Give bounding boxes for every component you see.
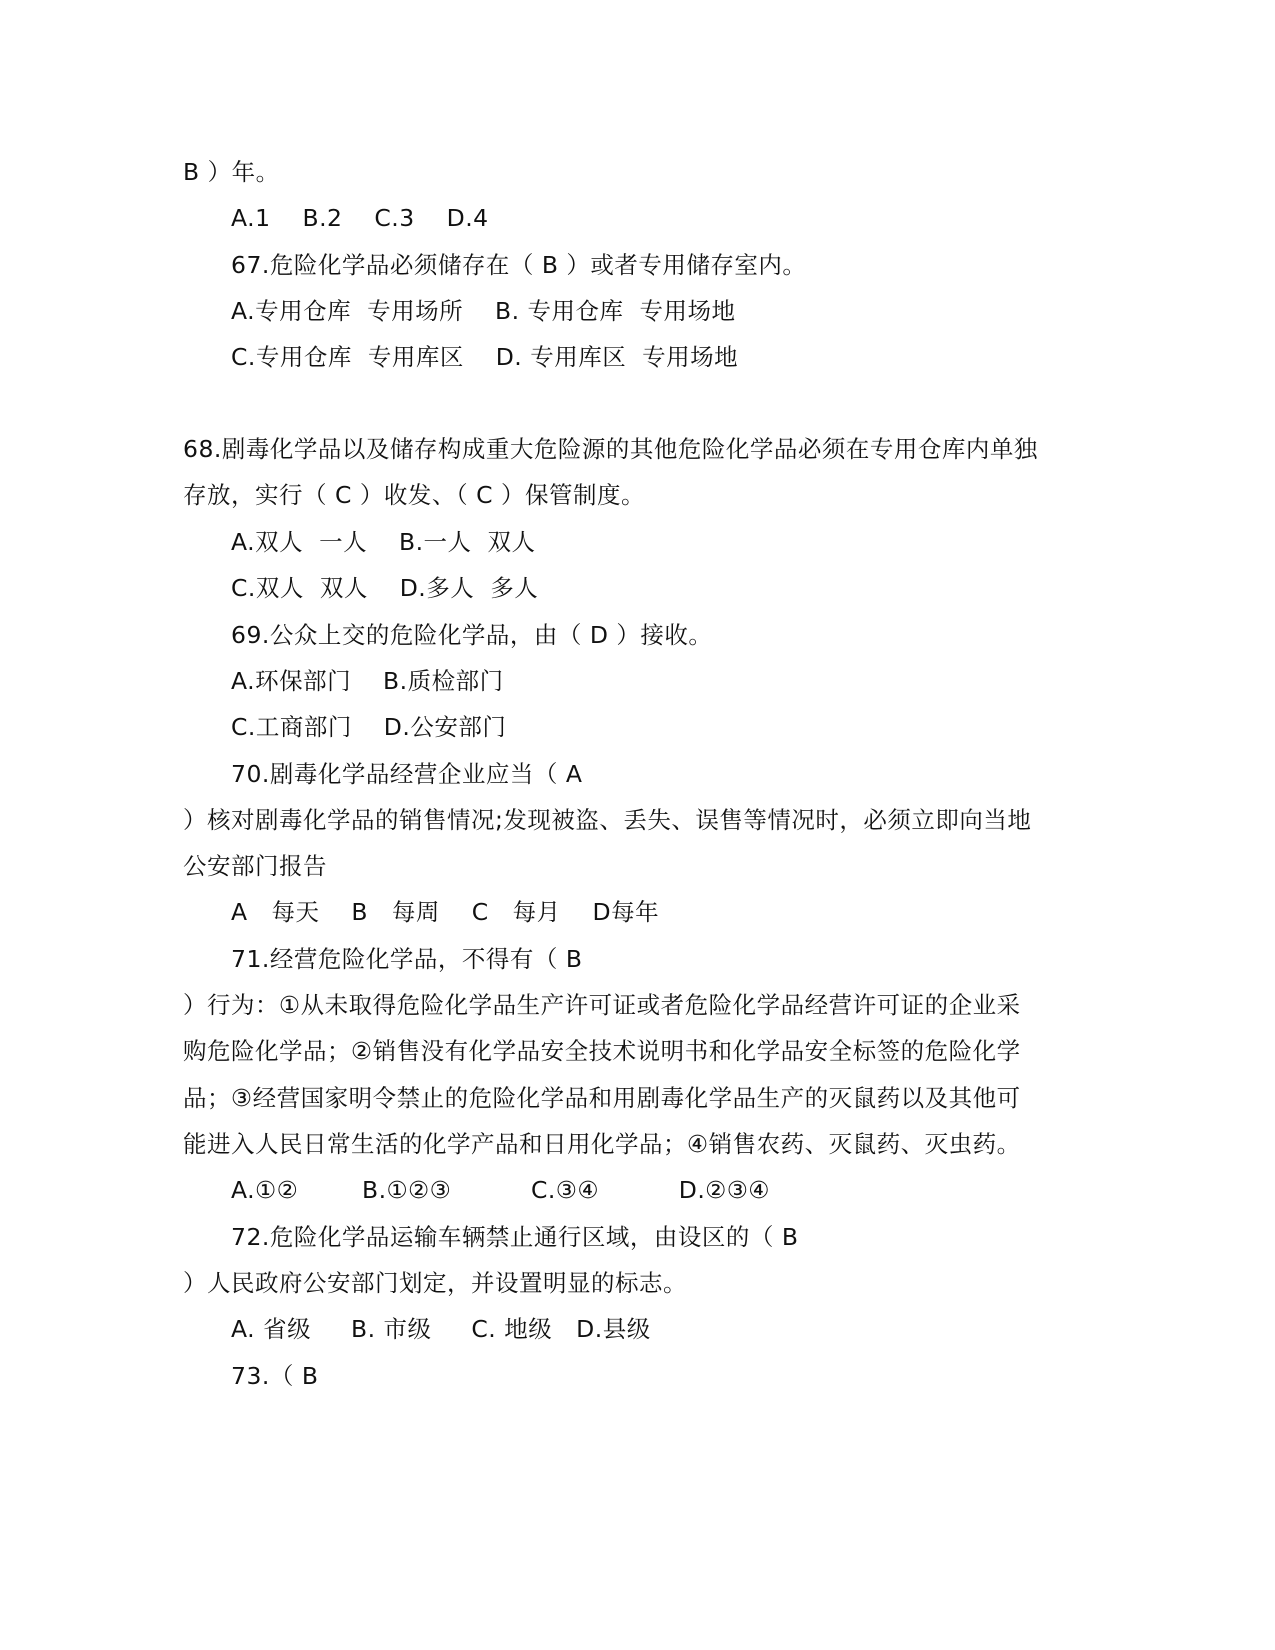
text-line: ）行为：①从未取得危险化学品生产许可证或者危险化学品经营许可证的企业采 [183, 991, 1021, 1019]
text-line: 公安部门报告 [183, 852, 327, 880]
answer-options: A.1 B.2 C.3 D.4 [231, 204, 489, 232]
text-line: 存放，实行（ C ）收发、（ C ）保管制度。 [183, 481, 645, 509]
answer-options: A 每天 B 每周 C 每月 D每年 [231, 898, 660, 926]
question-72: 72.危险化学品运输车辆禁止通行区域，由设区的（ B [231, 1223, 799, 1251]
question-69: 69.公众上交的危险化学品，由（ D ）接收。 [231, 621, 713, 649]
answer-options: A.环保部门 B.质检部门 [231, 667, 504, 695]
text-line: ）人民政府公安部门划定，并设置明显的标志。 [183, 1269, 687, 1297]
answer-options: C.双人 双人 D.多人 多人 [231, 574, 539, 602]
answer-options: A.双人 一人 B.一人 双人 [231, 528, 536, 556]
text-line: ）核对剧毒化学品的销售情况;发现被盗、丢失、误售等情况时，必须立即向当地 [183, 806, 1032, 834]
text-line: 能进入人民日常生活的化学产品和日用化学品；④销售农药、灭鼠药、灭虫药。 [183, 1130, 1021, 1158]
question-73: 73.（ B [231, 1362, 319, 1390]
answer-options: C.专用仓库 专用库区 D. 专用库区 专用场地 [231, 343, 739, 371]
text-line: 品；③经营国家明令禁止的危险化学品和用剧毒化学品生产的灭鼠药以及其他可 [183, 1084, 1021, 1112]
answer-options: C.工商部门 D.公安部门 [231, 713, 507, 741]
question-71: 71.经营危险化学品，不得有（ B [231, 945, 583, 973]
question-67: 67.危险化学品必须储存在（ B ）或者专用储存室内。 [231, 251, 807, 279]
answer-options: A.专用仓库 专用场所 B. 专用仓库 专用场地 [231, 297, 736, 325]
text-line: 购危险化学品；②销售没有化学品安全技术说明书和化学品安全标签的危险化学 [183, 1037, 1021, 1065]
text-line: B ）年。 [183, 158, 280, 186]
answer-options: A. 省级 B. 市级 C. 地级 D.县级 [231, 1315, 651, 1343]
answer-options: A.①② B.①②③ C.③④ D.②③④ [231, 1176, 771, 1204]
question-68: 68.剧毒化学品以及储存构成重大危险源的其他危险化学品必须在专用仓库内单独 [183, 435, 1038, 463]
question-70: 70.剧毒化学品经营企业应当（ A [231, 760, 583, 788]
